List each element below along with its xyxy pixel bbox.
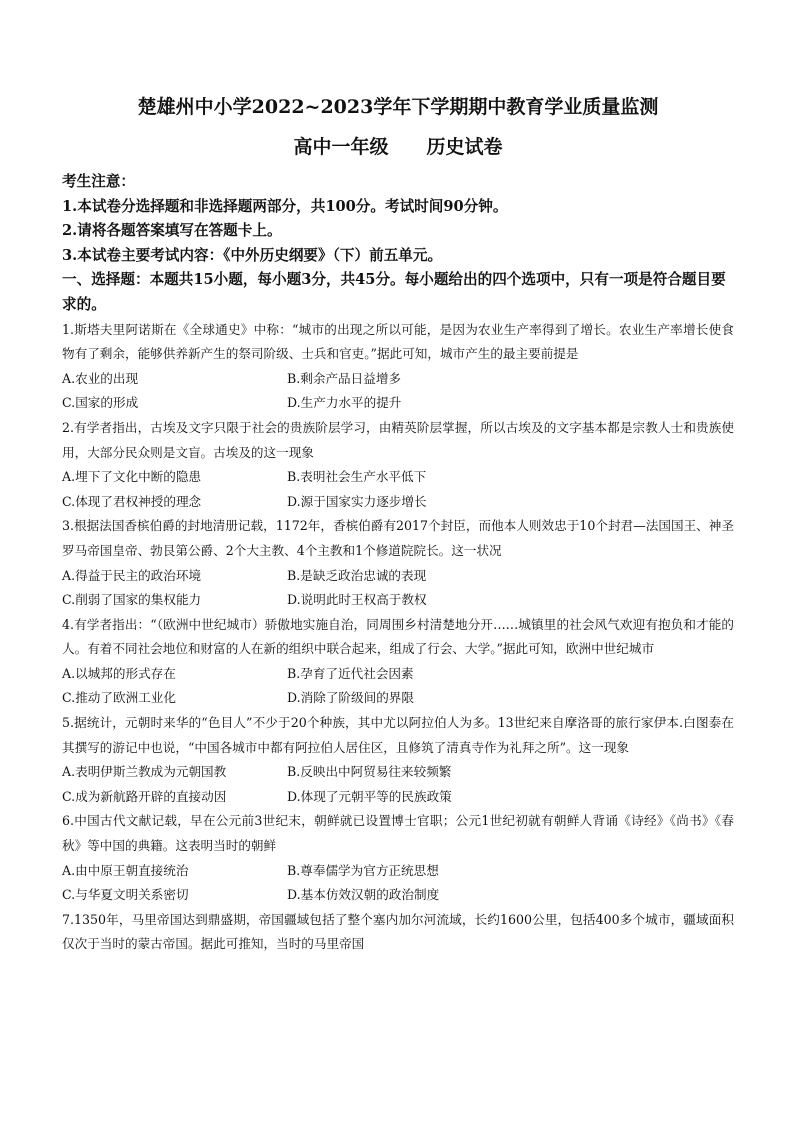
- option-b: B.表明社会生产水平低下: [287, 469, 427, 485]
- exam-notice: [62, 170, 734, 268]
- option-a: A.埋下了文化中断的隐患: [62, 469, 202, 485]
- question-stem: 7.1350年，马里帝国达到鼎盛期，帝国疆域包括了整个塞内加尔河流域，长约1600公里，包括400多个城市，疆域面积仅次于当时的蒙古帝国。据此可推知，当时的马里帝国: [62, 911, 734, 952]
- question-stem: 4.有学者指出：“（欧洲中世纪城市）骄傲地实施自治，同周围乡村清楚地分开……城镇里的社会风气欢迎有抱负和才能的人。有着不同社会地位和财富的人在新的组织中联合起来，组成了行会、大学。”据此可知，欧洲中世纪城市: [62, 616, 734, 657]
- notice-heading: 考生注意：: [62, 173, 135, 190]
- option-b: B.是缺乏政治忠诚的表现: [287, 567, 427, 583]
- question-options: [62, 367, 734, 416]
- question-options: [62, 662, 734, 711]
- exam-title: 楚雄州中小学2022~2023学年下学期期中教育学业质量监测: [137, 96, 659, 118]
- option-a: A.由中原王朝直接统治: [62, 862, 189, 878]
- question-options: [62, 465, 734, 514]
- question-stem: 5.据统计，元朝时来华的“色目人”不少于20个种族，其中尤以阿拉伯人为多。13世纪来自摩洛哥的旅行家伊本.白图泰在其撰写的游记中也说，“中国各城市中都有阿拉伯人居住区，且修筑了清真寺作为礼拜之所”。这一现象: [62, 715, 734, 755]
- question-3: [62, 514, 734, 612]
- grade-label: 高中一年级: [293, 136, 389, 158]
- notice-item: 3.本试卷主要考试内容：《中外历史纲要》（下）前五单元。: [62, 246, 443, 264]
- question-4: [62, 613, 734, 711]
- question-stem: 6.中国古代文献记载，早在公元前3世纪末，朝鲜就已设置博士官职；公元1世纪初就有朝鲜人背诵《诗经》《尚书》《春秋》等中国的典籍。这表明当时的朝鲜: [62, 813, 734, 854]
- option-a: A.表明伊斯兰教成为元朝国教: [62, 764, 227, 780]
- option-d: D.体现了元朝平等的民族政策: [287, 788, 452, 804]
- option-d: D.生产力水平的提升: [287, 395, 402, 411]
- exam-subtitle: [62, 132, 734, 162]
- question-options: [62, 859, 734, 908]
- question-7: [62, 908, 734, 957]
- question-stem: 2.有学者指出，古埃及文字只限于社会的贵族阶层学习，由精英阶层掌握，所以古埃及的文字基本都是宗教人士和贵族使用，大部分民众则是文盲。古埃及的这一现象: [62, 419, 734, 460]
- notice-item: 1.本试卷分选择题和非选择题两部分，共100分。考试时间90分钟。: [62, 197, 508, 215]
- question-stem: 1.斯塔夫里阿诺斯在《全球通史》中称：“城市的出现之所以可能，是因为农业生产率得到了增长。农业生产率增长使食物有了剩余，能够供养新产生的祭司阶级、士兵和官吏。”据此可知，城市产生的最主要前提是: [62, 321, 734, 362]
- option-a: A.得益于民主的政治环境: [62, 567, 202, 583]
- option-d: D.源于国家实力逐步增长: [287, 493, 427, 509]
- option-a: A.以城邦的形式存在: [62, 665, 176, 681]
- subject-label: 历史试卷: [426, 136, 503, 158]
- option-b: B.孕育了近代社会因素: [287, 665, 414, 681]
- question-options: [62, 564, 734, 613]
- option-c: C.体现了君权神授的理念: [62, 493, 202, 509]
- question-options: [62, 760, 734, 809]
- option-a: A.农业的出现: [62, 370, 139, 386]
- question-1: [62, 318, 734, 416]
- question-6: [62, 809, 734, 907]
- option-c: C.国家的形成: [62, 395, 139, 411]
- option-b: B.尊奉儒学为官方正统思想: [287, 862, 439, 878]
- option-c: C.成为新航路开辟的直接动因: [62, 788, 227, 804]
- option-c: C.削弱了国家的集权能力: [62, 592, 202, 608]
- exam-page: [62, 92, 734, 957]
- option-c: C.与华夏文明关系密切: [62, 887, 189, 903]
- option-d: D.基本仿效汉朝的政治制度: [287, 887, 440, 903]
- notice-item: 2.请将各题答案填写在答题卡上。: [62, 222, 282, 240]
- option-d: D.说明此时王权高于教权: [287, 592, 427, 608]
- section-heading: 一、选择题：本题共15小题，每小题3分，共45分。每小题给出的四个选项中，只有一项是符合题目要求的。: [62, 271, 726, 313]
- question-5: [62, 711, 734, 809]
- option-d: D.消除了阶级间的界限: [287, 690, 414, 706]
- question-2: [62, 416, 734, 514]
- option-b: B.反映出中阿贸易往来较频繁: [287, 764, 452, 780]
- option-b: B.剩余产品日益增多: [287, 370, 402, 386]
- question-stem: 3.根据法国香槟伯爵的封地清册记载，1172年，香槟伯爵有2017个封臣，而他本人则效忠于10个封君—法国国王、神圣罗马帝国皇帝、勃艮第公爵、2个大主教、4个主教和1个修道院院长。这一状况: [62, 518, 734, 558]
- option-c: C.推动了欧洲工业化: [62, 690, 176, 706]
